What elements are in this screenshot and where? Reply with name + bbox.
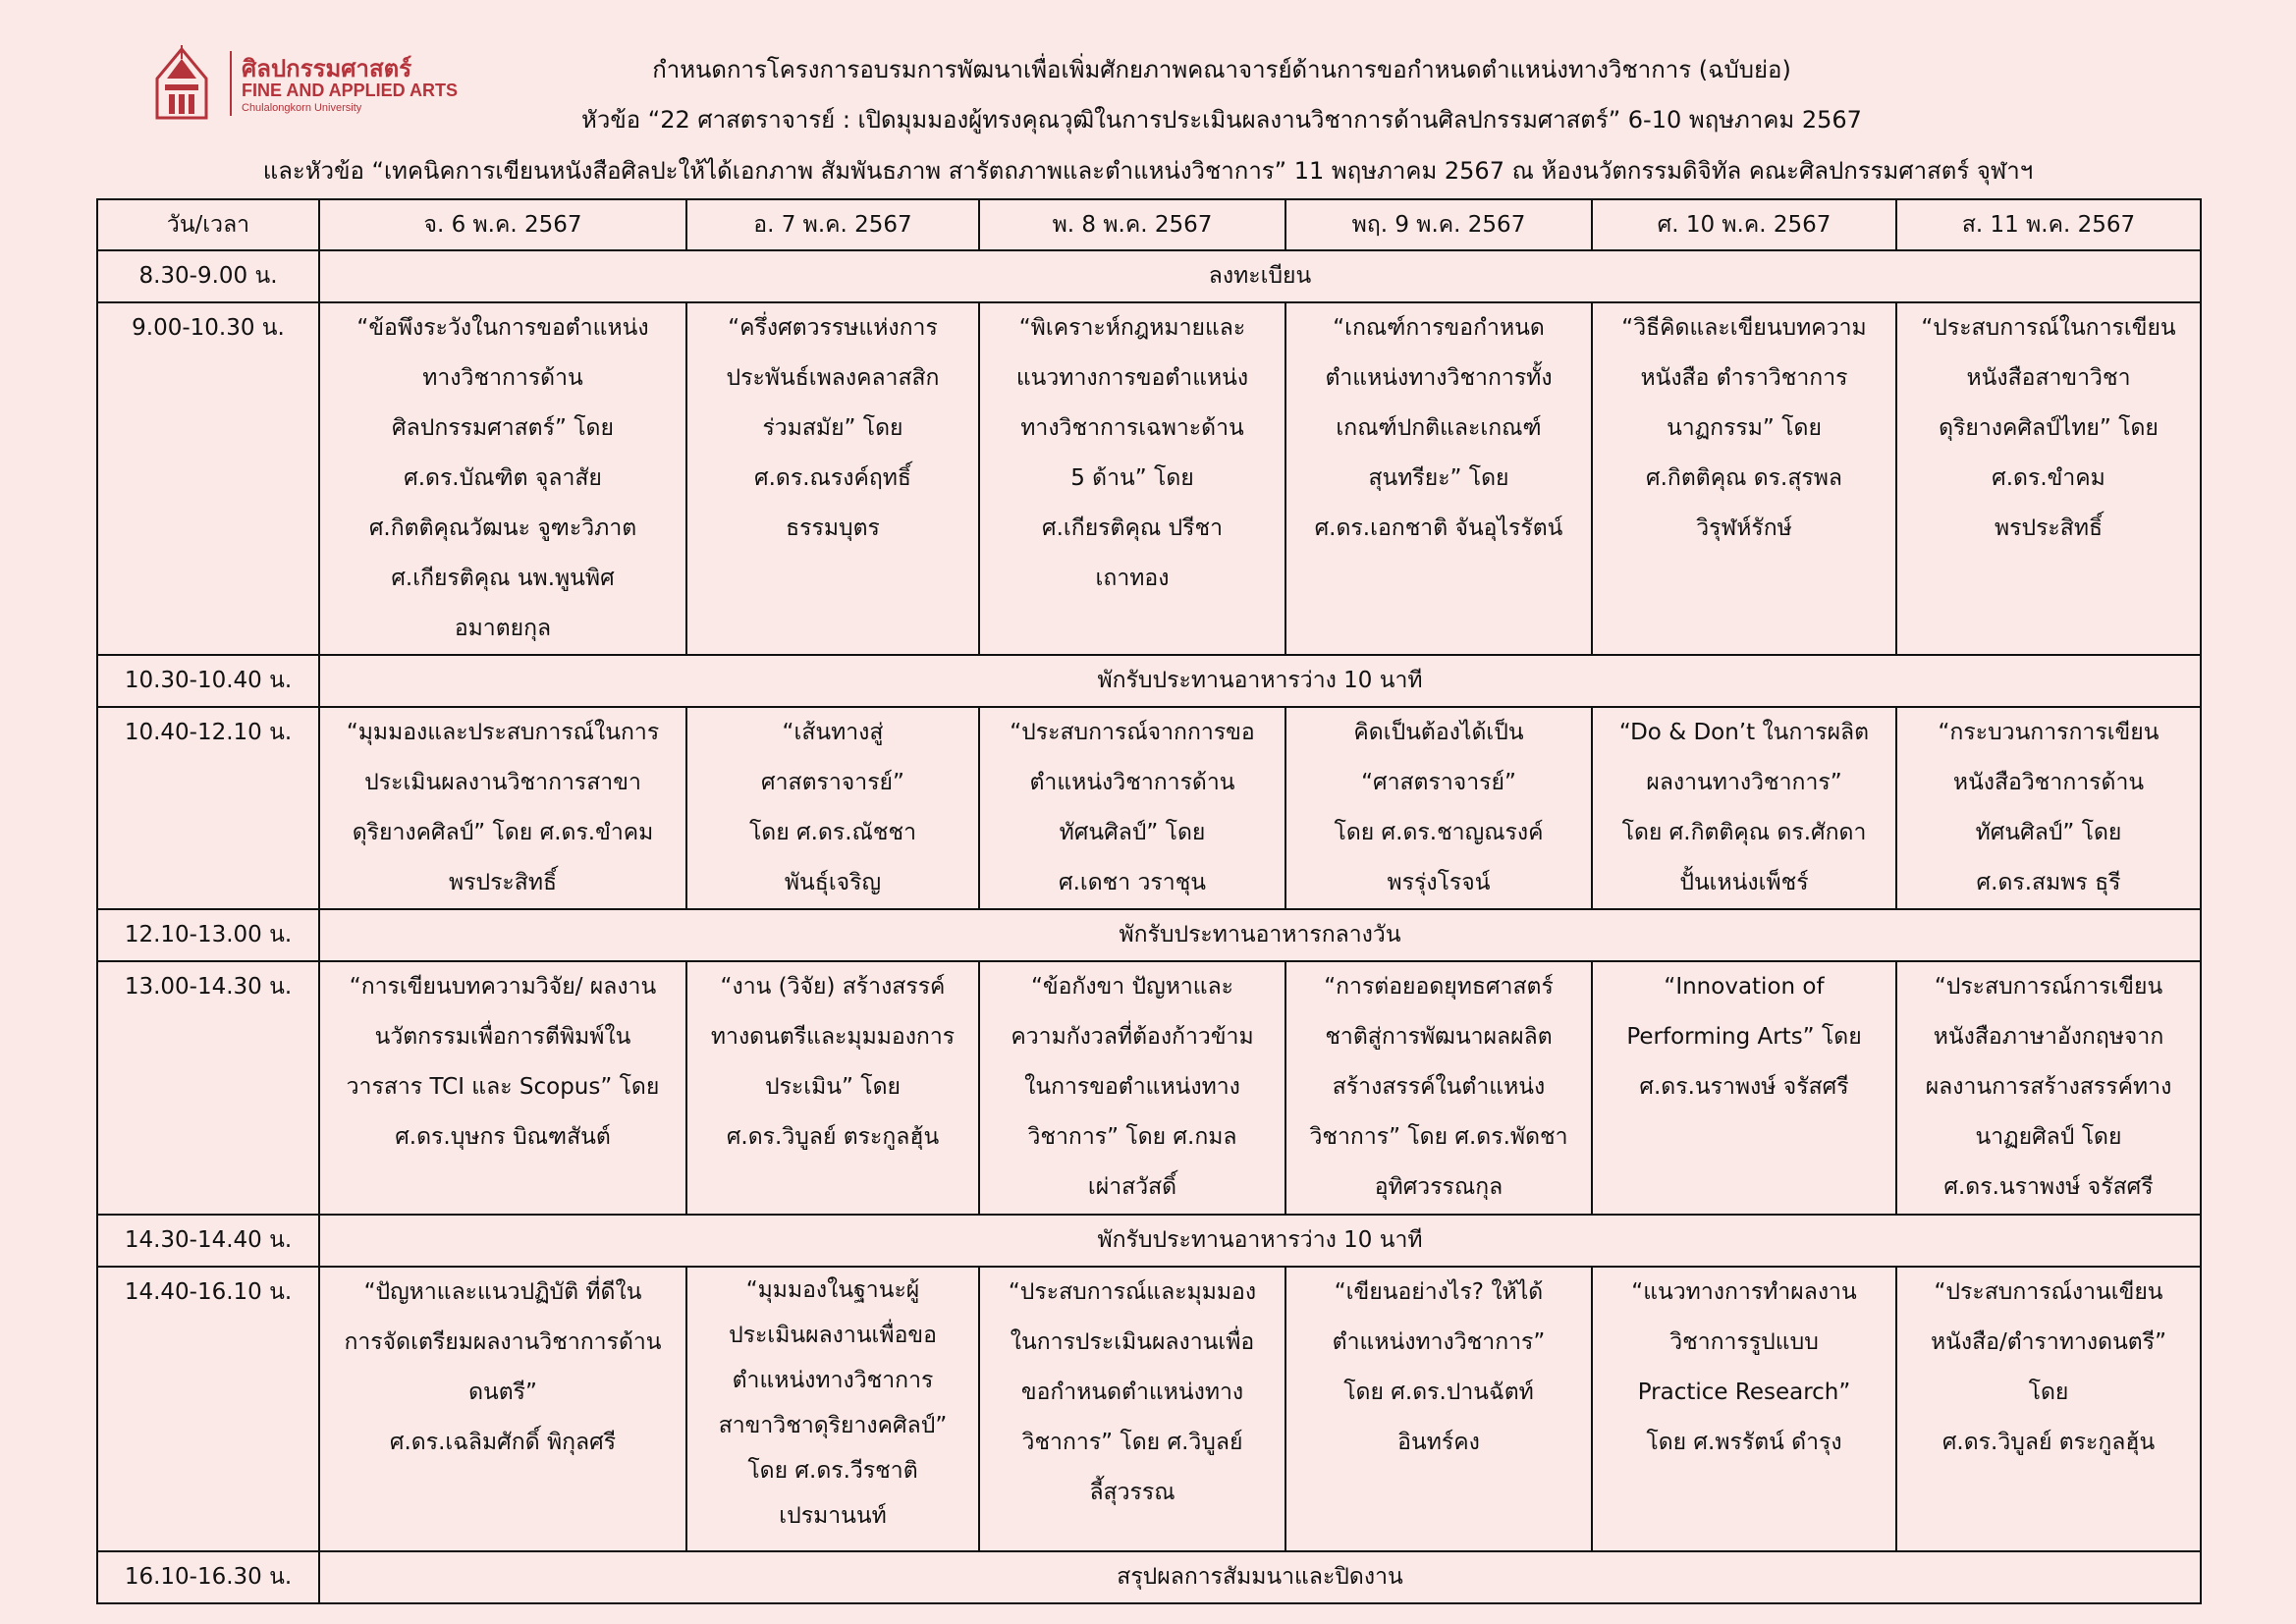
column-header-thu: พฤ. 9 พ.ค. 2567 xyxy=(1285,199,1592,250)
document-title-line3: และหัวข้อ “เทคนิคการเขียนหนังสือศิลปะให้ได้เอกภาพ สัมพันธภาพ สารัตถภาพและตำแหน่งวิชาการ” 11 พฤษภาคม 2567 ณ ห้องนวัตกรรมดิจิทัล คณะศิลปกรรมศาสตร์ จุฬาฯ xyxy=(262,157,2034,185)
time-slot: 10.40-12.10 น. xyxy=(97,707,319,909)
table-row xyxy=(97,655,2201,707)
break-cell: พักรับประทานอาหารว่าง 10 นาที xyxy=(319,655,2201,707)
table-row xyxy=(97,1551,2201,1603)
column-header-mon: จ. 6 พ.ค. 2567 xyxy=(319,199,686,250)
time-slot: 8.30-9.00 น. xyxy=(97,250,319,302)
time-slot: 12.10-13.00 น. xyxy=(97,909,319,961)
table-row xyxy=(97,1267,2201,1551)
table-row xyxy=(97,302,2201,655)
time-slot: 14.30-14.40 น. xyxy=(97,1215,319,1267)
logo-english-name: FINE AND APPLIED ARTS xyxy=(242,81,459,100)
schedule-table xyxy=(96,198,2202,1604)
session-cell: “พิเคราะห์กฎหมายและ แนวทางการขอตำแหน่ง ทางวิชาการเฉพาะด้าน 5 ด้าน” โดย ศ.เกียรติคุณ ปรีชา เถาทอง xyxy=(979,302,1285,655)
session-cell: “เส้นทางสู่ ศาสตราจารย์” โดย ศ.ดร.ณัชชา พันธุ์เจริญ xyxy=(686,707,979,909)
session-cell: “มุมมองในฐานะผู้ ประเมินผลงานเพื่อขอ ตำแหน่งทางวิชาการ สาขาวิชาดุริยางคศิลป์” โดย ศ.ดร.วีรชาติ เปรมานนท์ xyxy=(686,1267,979,1551)
table-row xyxy=(97,707,2201,909)
session-cell: “Do & Don’t ในการผลิต ผลงานทางวิชาการ” โดย ศ.กิตติคุณ ดร.ศักดา ปั้นเหน่งเพ็ชร์ xyxy=(1592,707,1896,909)
column-header-tue: อ. 7 พ.ค. 2567 xyxy=(686,199,979,250)
session-cell: “กระบวนการการเขียน หนังสือวิชาการด้าน ทัศนศิลป์” โดย ศ.ดร.สมพร ธุรี xyxy=(1896,707,2201,909)
session-cell: “การต่อยอดยุทธศาสตร์ ชาติสู่การพัฒนาผลผลิต สร้างสรรค์ในตำแหน่ง วิชาการ” โดย ศ.ดร.พัดชา อุทิศวรรณกุล xyxy=(1285,961,1592,1215)
table-row xyxy=(97,909,2201,961)
session-cell: “ข้อพึงระวังในการขอตำแหน่ง ทางวิชาการด้าน ศิลปกรรมศาสตร์” โดย ศ.ดร.บัณฑิต จุลาสัย ศ.กิตติคุณวัฒนะ จูฑะวิภาต ศ.เกียรติคุณ นพ.พูนพิศ อมาตยกุล xyxy=(319,302,686,655)
session-cell: “ประสบการณ์การเขียน หนังสือภาษาอังกฤษจาก ผลงานการสร้างสรรค์ทาง นาฏยศิลป์ โดย ศ.ดร.นราพงษ์ จรัสศรี xyxy=(1896,961,2201,1215)
time-slot: 9.00-10.30 น. xyxy=(97,302,319,655)
column-header-wed: พ. 8 พ.ค. 2567 xyxy=(979,199,1285,250)
closing-cell: สรุปผลการสัมมนาและปิดงาน xyxy=(319,1551,2201,1603)
session-cell: “เขียนอย่างไร? ให้ได้ ตำแหน่งทางวิชาการ” โดย ศ.ดร.ปานฉัตท์ อินทร์คง xyxy=(1285,1267,1592,1551)
session-cell: “เกณฑ์การขอกำหนด ตำแหน่งทางวิชาการทั้ง เกณฑ์ปกติและเกณฑ์ สุนทรียะ” โดย ศ.ดร.เอกชาติ จันอุไรรัตน์ xyxy=(1285,302,1592,655)
table-row xyxy=(97,1215,2201,1267)
table-row xyxy=(97,961,2201,1215)
session-cell: “การเขียนบทความวิจัย/ ผลงาน นวัตกรรมเพื่อการตีพิมพ์ใน วารสาร TCI และ Scopus” โดย ศ.ดร.บุษกร บิณฑสันต์ xyxy=(319,961,686,1215)
session-cell: คิดเป็นต้องได้เป็น “ศาสตราจารย์” โดย ศ.ดร.ชาญณรงค์ พรรุ่งโรจน์ xyxy=(1285,707,1592,909)
session-cell: “งาน (วิจัย) สร้างสรรค์ ทางดนตรีและมุมมองการ ประเมิน” โดย ศ.ดร.วิบูลย์ ตระกูลฮุ้น xyxy=(686,961,979,1215)
time-slot: 16.10-16.30 น. xyxy=(97,1551,319,1603)
break-cell: พักรับประทานอาหารกลางวัน xyxy=(319,909,2201,961)
session-cell: “มุมมองและประสบการณ์ในการ ประเมินผลงานวิชาการสาขา ดุริยางคศิลป์” โดย ศ.ดร.ขำคม พรประสิทธิ์ xyxy=(319,707,686,909)
session-cell: “ประสบการณ์ในการเขียน หนังสือสาขาวิชา ดุริยางคศิลป์ไทย” โดย ศ.ดร.ขำคม พรประสิทธิ์ xyxy=(1896,302,2201,655)
logo-thai-name: ศิลปกรรมศาสตร์ xyxy=(242,55,412,82)
session-cell: “Innovation of Performing Arts” โดย ศ.ดร.นราพงษ์ จรัสศรี xyxy=(1592,961,1896,1215)
session-cell: “ข้อกังขา ปัญหาและ ความกังวลที่ต้องก้าวข้าม ในการขอตำแหน่งทาง วิชาการ” โดย ศ.กมล เผ่าสวัสดิ์ xyxy=(979,961,1285,1215)
session-cell: “ครึ่งศตวรรษแห่งการ ประพันธ์เพลงคลาสสิก ร่วมสมัย” โดย ศ.ดร.ณรงค์ฤทธิ์ ธรรมบุตร xyxy=(686,302,979,655)
time-slot: 14.40-16.10 น. xyxy=(97,1267,319,1551)
session-cell: “วิธีคิดและเขียนบทความ หนังสือ ตำราวิชาการ นาฏกรรม” โดย ศ.กิตติคุณ ดร.สุรพล วิรุฬห์รักษ์ xyxy=(1592,302,1896,655)
time-slot: 13.00-14.30 น. xyxy=(97,961,319,1215)
document-title-line2: หัวข้อ “22 ศาสตราจารย์ : เปิดมุมมองผู้ทรงคุณวุฒิในการประเมินผลงานวิชาการด้านศิลปกรรมศาสตร์” 6-10 พฤษภาคม 2567 xyxy=(581,106,1862,134)
session-cell: “ปัญหาและแนวปฏิบัติ ที่ดีใน การจัดเตรียมผลงานวิชาการด้าน ดนตรี” ศ.ดร.เฉลิมศักดิ์ พิกุลศรี xyxy=(319,1267,686,1551)
time-slot: 10.30-10.40 น. xyxy=(97,655,319,707)
table-header-row xyxy=(97,199,2201,250)
break-cell: ลงทะเบียน xyxy=(319,250,2201,302)
logo-university: Chulalongkorn University xyxy=(242,102,362,114)
session-cell: “ประสบการณ์งานเขียน หนังสือ/ตำราทางดนตรี” โดย ศ.ดร.วิบูลย์ ตระกูลฮุ้น xyxy=(1896,1267,2201,1551)
column-header-time: วัน/เวลา xyxy=(97,199,319,250)
column-header-sat: ส. 11 พ.ค. 2567 xyxy=(1896,199,2201,250)
table-row xyxy=(97,250,2201,302)
document-title-line1: กำหนดการโครงการอบรมการพัฒนาเพื่อเพิ่มศักยภาพคณาจารย์ด้านการขอกำหนดตำแหน่งทางวิชาการ (ฉบับย่อ) xyxy=(652,56,1791,83)
session-cell: “ประสบการณ์จากการขอ ตำแหน่งวิชาการด้าน ทัศนศิลป์” โดย ศ.เดชา วราชุน xyxy=(979,707,1285,909)
column-header-fri: ศ. 10 พ.ค. 2567 xyxy=(1592,199,1896,250)
session-cell: “ประสบการณ์และมุมมอง ในการประเมินผลงานเพื่อ ขอกำหนดตำแหน่งทาง วิชาการ” โดย ศ.วิบูลย์ ลี้สุวรรณ xyxy=(979,1267,1285,1551)
session-cell: “แนวทางการทำผลงาน วิชาการรูปแบบ Practice Research” โดย ศ.พรรัตน์ ดำรุง xyxy=(1592,1267,1896,1551)
break-cell: พักรับประทานอาหารว่าง 10 นาที xyxy=(319,1215,2201,1267)
